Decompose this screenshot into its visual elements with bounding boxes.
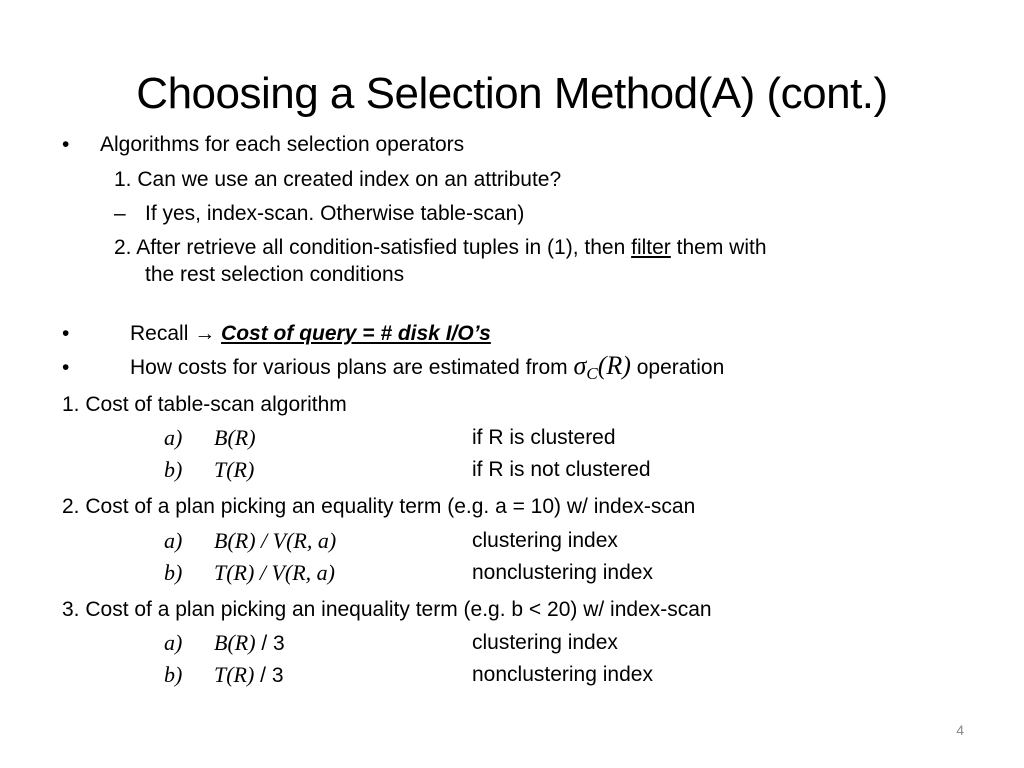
step-2-after: them with bbox=[670, 236, 767, 259]
slide-title: Choosing a Selection Method(A) (cont.) bbox=[136, 69, 888, 118]
formula-math: T(R) / V(R, a) bbox=[214, 560, 335, 585]
section-heading: 3. Cost of a plan picking an inequality term (e.g. b < 20) w/ index-scan bbox=[62, 598, 712, 621]
row-description: clustering index bbox=[472, 529, 618, 552]
dash-marker: – bbox=[114, 202, 126, 225]
page-number: 4 bbox=[956, 722, 964, 738]
formula-math: B(R) bbox=[214, 630, 256, 655]
formula-suffix: / 3 bbox=[254, 664, 284, 687]
row-formula bbox=[214, 559, 335, 588]
bullet-marker: • bbox=[62, 133, 70, 156]
row-label: a) bbox=[164, 425, 183, 450]
formula-math: B(R) bbox=[214, 425, 256, 450]
bullet-marker: • bbox=[62, 322, 70, 345]
row-formula bbox=[214, 456, 254, 485]
sigma-subscript: C bbox=[586, 364, 598, 383]
row-description: clustering index bbox=[472, 631, 618, 654]
formula-math: T(R) bbox=[214, 662, 255, 687]
row-description: nonclustering index bbox=[472, 561, 653, 584]
row-label: b) bbox=[164, 560, 183, 585]
section-heading: 1. Cost of table-scan algorithm bbox=[62, 393, 347, 416]
row-label: a) bbox=[164, 630, 183, 655]
row-description: nonclustering index bbox=[472, 663, 653, 686]
operation-text: operation bbox=[630, 356, 725, 379]
sigma-argument: (R) bbox=[597, 351, 631, 380]
formula-suffix: / 3 bbox=[255, 632, 285, 655]
row-label: b) bbox=[164, 662, 183, 687]
row-formula bbox=[214, 629, 285, 658]
section-heading: 2. Cost of a plan picking an equality term (e.g. a = 10) w/ index-scan bbox=[62, 495, 696, 518]
row-label: a) bbox=[164, 528, 183, 553]
bullet-marker: • bbox=[62, 356, 70, 379]
row-description: if R is clustered bbox=[472, 426, 616, 449]
step-1-note: If yes, index-scan. Otherwise table-scan) bbox=[145, 202, 525, 225]
right-arrow-icon: → bbox=[194, 322, 216, 345]
row-formula bbox=[214, 527, 336, 556]
how-costs-line bbox=[130, 352, 724, 388]
step-1: 1. Can we use an created index on an attribute? bbox=[114, 168, 562, 191]
recall-emphasis: Cost of query = # disk I/O’s bbox=[221, 322, 491, 345]
step-2 bbox=[114, 234, 767, 262]
step-2-before: 2. After retrieve all condition-satisfied tuples in (1), then bbox=[114, 236, 632, 259]
sigma-symbol: σ bbox=[573, 351, 587, 380]
row-label: b) bbox=[164, 457, 183, 482]
recall-line bbox=[130, 320, 491, 348]
recall-label: Recall bbox=[130, 322, 195, 345]
row-description: if R is not clustered bbox=[472, 458, 651, 481]
formula-math: T(R) bbox=[214, 457, 255, 482]
step-2-continuation: the rest selection conditions bbox=[145, 263, 405, 286]
row-formula bbox=[214, 424, 256, 453]
algorithms-heading: Algorithms for each selection operators bbox=[100, 133, 465, 156]
formula-math: B(R) / V(R, a) bbox=[214, 528, 337, 553]
row-formula bbox=[214, 661, 284, 690]
filter-word: filter bbox=[631, 236, 671, 259]
how-costs-text: How costs for various plans are estimated from bbox=[130, 356, 574, 379]
